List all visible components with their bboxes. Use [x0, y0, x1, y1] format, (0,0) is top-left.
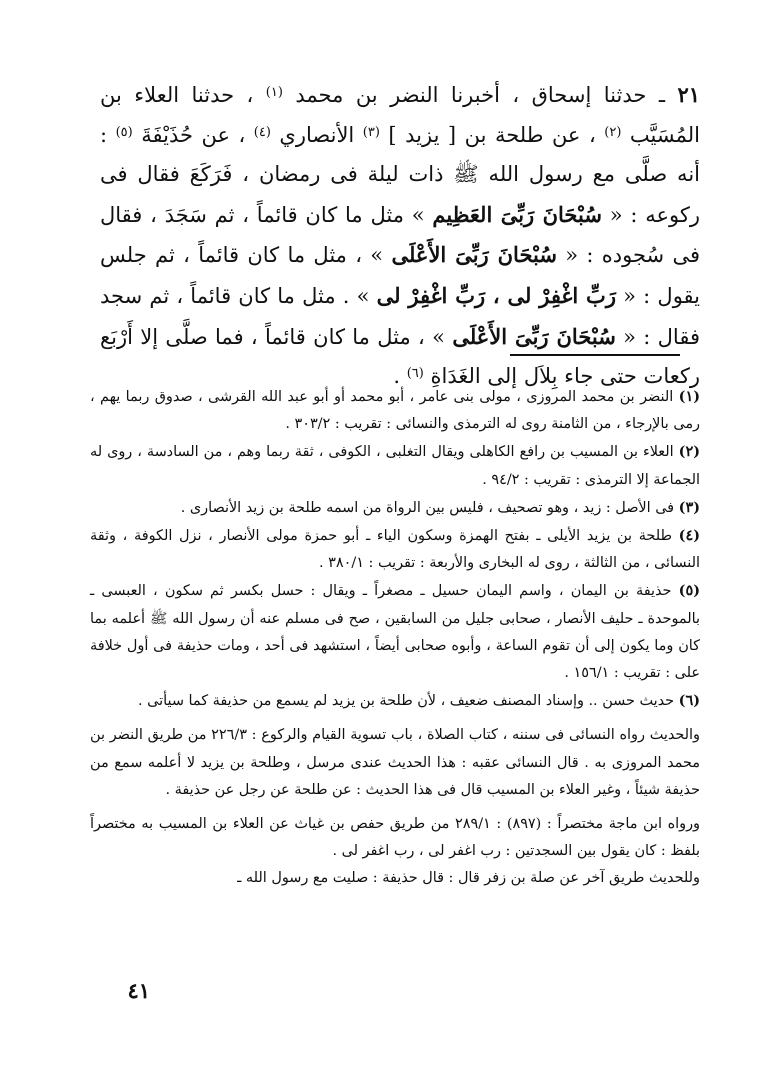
- dhikr-phrase: سُبْحَانَ رَبِّىَ الأَعْلَى: [391, 242, 557, 268]
- footnote-ref: (١): [265, 85, 283, 100]
- commentary-paragraph: والحديث رواه النسائى فى سننه ، كتاب الصلاة ، باب تسوية القيام والركوع : ٢٢٦/٣ من طريق النضر بن محمد المروزى به . قال النسائى عقبه : هذا الحديث عندى مرسل ، وطلحة بن يزيد لا أعلمه سمع من حذيفة شيئاً ، وغير العلاء بن المسيب قال فى هذا الحديث : عن طلحة عن رجل عن حذيفة .: [90, 727, 701, 798]
- dhikr-phrase: سُبْحَانَ رَبِّىَ العَظِيم: [432, 201, 602, 227]
- footnote-ref: (٦): [406, 366, 424, 382]
- hadith-part: » ، مثل ما كان قائماً ، فما صلَّى إلا أَرْبَع ركعات حتى جاء بِلاَل إلى الغَدَاةِ: [100, 324, 700, 389]
- hadith-part: » ، مثل ما كان قائماً ، ثم جلس يقول : «: [100, 243, 701, 308]
- footnote: [90, 522, 700, 577]
- commentary-paragraph: ورواه ابن ماجة مختصراً : (٨٩٧) : ٢٨٩/١ من طريق حفص بن غياث عن العلاء بن المسيب به مختصراً بلفظ : كان يقول بين السجدتين : رب اغفر لى ، رب اغفر لى .: [90, 816, 700, 860]
- footnote-text: فى الأصل : زيد ، وهو تصحيف ، فليس بين الرواة من اسمه طلحة بن زيد الأنصارى .: [180, 499, 675, 516]
- hadith-part: الأنصاري: [270, 122, 363, 147]
- hadith-number: ٢١: [677, 82, 700, 107]
- hadith-part: » مثل ما كان قائماً ، ثم سَجَدَ ، فقال فى سُجوده : «: [100, 202, 700, 268]
- hadith-part: : أنه صلَّى مع رسول الله ﷺ ذات ليلة فى رمضان ، فَرَكَعَ فقال فى ركوعه : «: [100, 122, 701, 227]
- hadith-part: ، عن طلحة بن [ يزيد ]: [379, 122, 605, 147]
- footnote: [90, 438, 700, 493]
- hadith-part: » . مثل ما كان قائماً ، ثم سجد فقال : «: [100, 283, 700, 349]
- commentary-paragraph: وللحديث طريق آخر عن صلة بن زفر قال : قال حذيفة : صليت مع رسول الله ـ: [237, 870, 700, 887]
- footnotes-section: [90, 383, 700, 893]
- footnote: [90, 383, 700, 438]
- footnote-number: (٥): [678, 582, 701, 600]
- hadith-part: ، حدثنا العلاء بن المُسَيَّب: [100, 83, 700, 147]
- footnote-divider: [510, 354, 680, 356]
- hadith-dash: ـ: [658, 83, 665, 107]
- footnote-ref: (٢): [604, 124, 622, 140]
- footnote-text: حذيفة بن اليمان ، واسم اليمان حسيل ـ مصغراً ـ ويقال : حسل بكسر ثم سكون ، العبسى ـ بالموحدة ـ حليف الأنصار ، صحابى جليل من السابقين ، صح فى مسلم عنه أن رسول الله ﷺ أعلمه بما كان وما يكون إلى أن تقوم الساعة ، وأبوه صحابى أيضاً ، استشهد فى أحد ، ومات حذيفة فى أول خلافة على : تقريب : ١٥٦/١ .: [90, 583, 700, 682]
- footnote-number: (١): [678, 388, 700, 405]
- footnote: [90, 577, 700, 687]
- dhikr-phrase: سُبْحَانَ رَبِّىَ الأَعْلَى: [452, 323, 616, 349]
- footnote-ref: (٥): [115, 124, 133, 140]
- page-number: ٤١: [127, 978, 150, 1003]
- footnote-text: طلحة بن يزيد الأيلى ـ بفتح الهمزة وسكون الياء ـ أبو حمزة مولى الأنصار ، نزل الكوفة ، وثقة النسائى ، من الثالثة ، روى له البخارى والأربعة : تقريب : ٣٨٠/١ .: [90, 528, 700, 572]
- hadith-part: حدثنا إسحاق ، أخبرنا النضر بن محمد: [282, 83, 647, 107]
- footnote-text: حديث حسن .. وإسناد المصنف ضعيف ، لأن طلحة بن يزيد لم يسمع من حذيفة كما سيأتى .: [137, 693, 675, 710]
- hadith-text: [100, 75, 700, 397]
- footnote: [90, 494, 700, 522]
- footnote: [90, 687, 700, 715]
- footnote-number: (٦): [678, 692, 700, 710]
- footnote-text: النضر بن محمد المروزى ، مولى بنى عامر ، أبو محمد أو أبو عبد الله القرشى ، صدوق ربما يهم ، رمى بالإرجاء ، من الثامنة روى له الترمذى والنسائى : تقريب : ٣٠٣/٢ .: [90, 389, 700, 433]
- footnote-ref: (٣): [362, 124, 380, 140]
- hadith-part: .: [393, 364, 407, 389]
- footnote-ref: (٤): [253, 124, 271, 140]
- footnote-number: (٢): [678, 443, 700, 461]
- dhikr-phrase: رَبِّ اغْفِرْ لى ، رَبِّ اغْفِرْ لى: [376, 282, 616, 308]
- footnote-text: العلاء بن المسيب بن رافع الكاهلى ويقال التغلبى ، الكوفى ، ثقة ربما وهم ، من السادسة ، روى له الجماعة إلا الترمذى : تقريب : ٩٤/٢ .: [90, 444, 700, 488]
- footnote-number: (٤): [678, 527, 700, 545]
- footnote-number: (٣): [678, 498, 700, 516]
- hadith-part: ، عن حُذَيْفَةَ: [132, 122, 254, 147]
